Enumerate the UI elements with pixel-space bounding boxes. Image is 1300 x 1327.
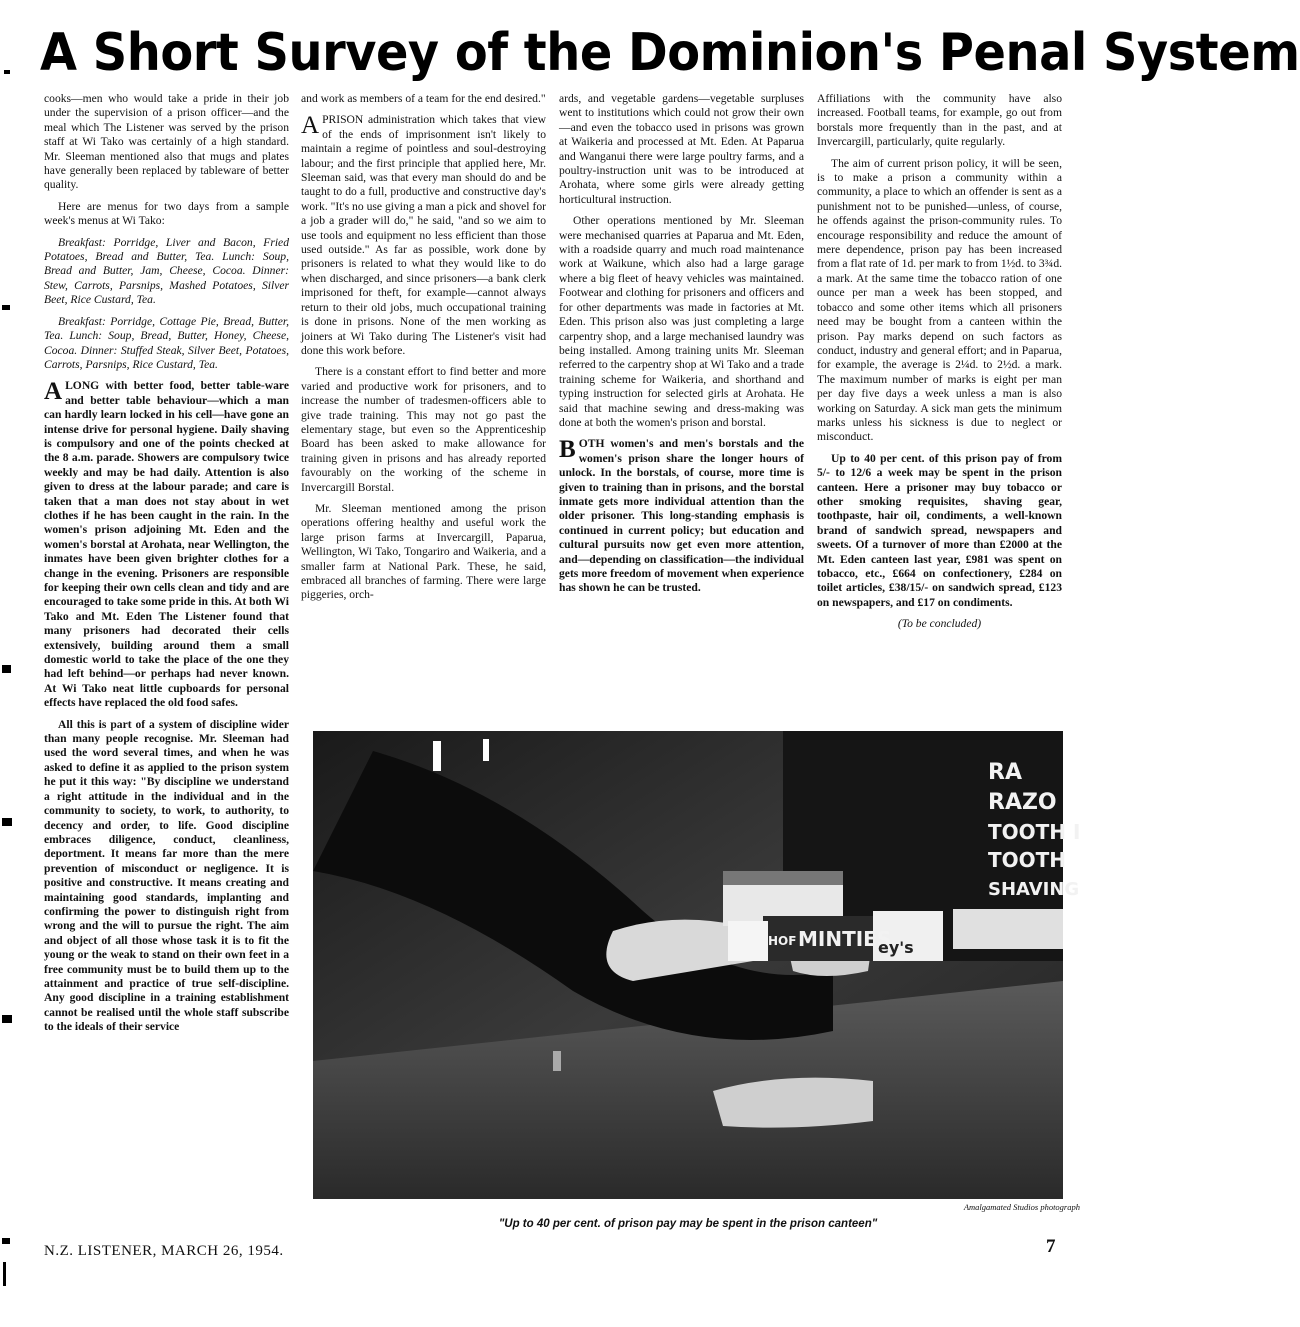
photo-sign-3: TOOTH I — [988, 820, 1081, 844]
photo-sign-2: RAZO — [988, 790, 1057, 815]
drop-cap: A — [301, 112, 320, 140]
paragraph: and work as members of a team for the end desired." — [301, 92, 546, 105]
scan-mark — [2, 665, 11, 673]
paragraph: Here are menus for two days from a sample week's menus at Wi Tako: — [44, 199, 289, 228]
canteen-photograph — [313, 731, 1081, 1199]
paragraph-text: PRISON administration which takes that view of the ends of imprisonment isn't likely to maintain a regime of pointless and soul-destroying labour; and the first principle that applied here, Mr. Sleeman said, was that every man should do and be taught to do a full, productive and constructive day's work. "It's no use giving a man a pick and shovel for a job a grader will do," he said, "and so we aim to use tools and equipment no less efficient than those used outside." As far as possible, work done by prisoners is related to what they would like to do when discharged, and since prisoners—a bank clerk imprisoned for theft, for example—cannot always return to their old jobs, much occupational training is done in prisons. None of the men working as joiners at Wi Tako during The Listener's visit had done this work before. — [301, 113, 546, 357]
scan-mark — [4, 70, 10, 74]
paragraph: Up to 40 per cent. of this prison pay of from 5/- to 12/6 a week may be spent in the prison canteen. Here a prisoner may buy tobacco or other smoking requisites, shaving gear, toothpaste, hair oil, condiments, a well-known brand of sandwich spread, newspapers and sweets. Of a turnover of more than £2000 at the Mt. Eden canteen last year, £981 was spent on tobacco, etc., £664 on confectionery, £284 on toilet articles, £38/15/- on sandwich spread, £123 on newspapers, and £17 on condiments. — [817, 451, 1062, 609]
paragraph — [559, 437, 804, 595]
photo-sign-4: TOOTH — [988, 848, 1067, 872]
drop-cap: B — [559, 436, 576, 464]
photo-pack-hof: HOF — [768, 934, 797, 948]
to-be-concluded: (To be concluded) — [897, 617, 982, 631]
scan-mark — [2, 1015, 12, 1023]
drop-cap: A — [44, 378, 63, 406]
scan-mark — [2, 1238, 10, 1244]
photo-pack-eys: ey's — [878, 938, 914, 957]
paragraph — [44, 379, 289, 710]
photo-sign-1: RA — [988, 760, 1022, 785]
paragraph: cooks—men who would take a pride in their job under the supervision of a prison officer—and the meal which The Listener was served by the prison staff at Wi Tako was certainly of a high standard. Mr. Sleeman mentioned also that mugs and plates have generally been replaced by tableware of better quality. — [44, 92, 289, 192]
photo-sign-5: SHAVING — [988, 879, 1080, 900]
menu-paragraph: Breakfast: Porridge, Cottage Pie, Bread, Butter, Tea. Lunch: Soup, Bread, Butter, Honey, Cheese, Cocoa. Dinner: Stuffed Steak, Silver Beet, Potatoes, Carrots, Parsnips, Rice Custard, Tea. — [44, 314, 289, 371]
article-column-4 — [817, 92, 1062, 717]
photo-caption: "Up to 40 per cent. of prison pay may be spent in the prison canteen" — [498, 1218, 878, 1230]
publication-footer: N.Z. LISTENER, MARCH 26, 1954. — [44, 1243, 284, 1259]
paragraph-text: LONG with better food, better table-ware and better table behaviour—which a man can hardly learn locked in his cell—have gone an intense drive for personal hygiene. Daily shaving is compulsory and one of the points checked at the 8 a.m. parade. Showers are compulsory twice weekly and may be had daily. Attention is also given to dress at the labour parade; and care is taken that a man does not stay about in wet clothes if he has been caught in the rain. In the women's prison adjoining Mt. Eden and the women's borstal at Arohata, near Wellington, the inmates have been given brighter clothes for a change in the evening. Prisoners are responsible for keeping their own cells clean and tidy and are encouraged to take some pride in this. At both Wi Tako and Mt. Eden The Listener found that many prisoners had decorated their cells extensively, building around them a small domestic world to take the place of the one they had left behind—or perhaps had never known. At Wi Tako neat little cupboards for personal effects have replaced the old food safes. — [44, 379, 289, 710]
page-headline: A Short Survey of the Dominion's Penal System — [40, 23, 1300, 83]
paragraph: Affiliations with the community have also increased. Football teams, for example, go out from borstals more frequently than in the past, and at Invercargill, particularly, quite regularly. — [817, 92, 1062, 149]
page-number: 7 — [1046, 1236, 1056, 1257]
paragraph — [301, 113, 546, 358]
article-column-2 — [301, 92, 546, 717]
menu-paragraph: Breakfast: Porridge, Liver and Bacon, Fried Potatoes, Bread and Butter, Tea. Lunch: Soup, Bread and Butter, Jam, Cheese, Cocoa. Dinner: Stew, Carrots, Parsnips, Mashed Potatoes, Silver Beet, Rice Custard, Tea. — [44, 235, 289, 307]
paragraph: Mr. Sleeman mentioned among the prison operations offering healthy and useful work the large prison farms at Invercargill, Paparua, Wellington, Wi Tako, Tongariro and Waikeria, and a smaller farm at National Park. These, he said, embraced all branches of farming. There were large piggeries, orch- — [301, 501, 546, 602]
scan-mark — [2, 305, 10, 310]
scan-mark — [2, 818, 12, 826]
paragraph: There is a constant effort to find better and more varied and productive work for prisoners, and to increase the number of tradesmen-officers able to give trade training. This may not go past the elementary stage, but even so the Apprenticeship Board has been asked to make allowance for training given in prisons and has already reported favourably on the working of the scheme in Invercargill Borstal. — [301, 365, 546, 494]
photo-credit: Amalgamated Studios photograph — [963, 1202, 1080, 1212]
paragraph: The aim of current prison policy, it will be seen, is to make a prison a community within a community, a place to which an offender is sent as a punishment not to be punished—unless, of course, he offends against the prison-community rules. To encourage responsibility and reduce the amount of mere dependence, prison pay has been increased from a flat rate of 1d. per mark to from 1½d. to 3¾d. a mark. At the same time the tobacco ration of one ounce per man a week has been stopped, and tobacco and some other items which all prisoners need may be bought from a canteen within the prison. Pay marks depend on such factors as conduct, industry and general effort; and in Paparua, for example, the average is 2¼d. to 2½d. a mark. The maximum number of marks is eight per man per day five days a week unless a man is also working on Saturday. A sick man gets the minimum marks unless his sickness is due to neglect or misconduct. — [817, 156, 1063, 444]
paragraph: All this is part of a system of discipline wider than many people recognise. Mr. Sleeman had used the word several times, and when he was asked to define it as applied to the prison system he put it this way: "By discipline we understand a right attitude in the individual and in the community to society, to work, to authority, to decency and order, to life. Good discipline embraces diligence, conduct, cleanliness, deportment. It means far more than the mere prevention of misconduct or negligence. It is positive and constructive. It means creating and maintaining good standards, implanting and confirming the power to distinguish right from wrong and the will to pursue the right. The aim and object of all those whose task it is to fit the young or the weak to stand on their own feet in a free community must be to build them up to the attainment and practice of true self-discipline. Any good discipline in a training establishment cannot be realised until the whole staff subscribe to the ideals of their service — [44, 717, 289, 1034]
article-column-1 — [44, 92, 289, 1237]
scan-mark — [3, 1262, 6, 1286]
article-column-3 — [559, 92, 804, 717]
photo-pack-minties: MINTIES — [798, 927, 892, 951]
paragraph: Other operations mentioned by Mr. Sleeman were mechanised quarries at Paparua and Mt. Eden, with a roadside quarry and much road maintenance work at Waikune, which also had a large garage where a big fleet of heavy vehicles was maintained. Footwear and clothing for prisoners and officers and for other departments was made in factories at Mt. Eden. This prison also was just completing a large carpentry shop, and a large mechanised laundry was being installed. Among training units Mr. Sleeman referred to the carpentry shop at Wi Tako and a trade training scheme for Waikeria, and shorthand and typing instruction for selected girls at Arohata. He said that machine sewing and dress-making was done at both the women's prison and borstal. — [559, 214, 804, 429]
paragraph: ards, and vegetable gardens—vegetable surpluses went to institutions which could not grow their own—and even the tobacco used in prisons was grown at Waikeria and processed at Mt. Eden. At Paparua and Wanganui there were large poultry farms, and a poultry-instruction unit was to be introduced at Arohata, where some girls were already getting horticultural instruction. — [559, 92, 804, 206]
paragraph-text: OTH women's and men's borstals and the women's prison share the longer hours of unlock. In the borstals, of course, more time is given to training than in prisons, and the borstal inmate gets more individual attention than the older prisoner. This long-standing emphasis is continued in current policy; but education and cultural pursuits now get even more attention, and—depending on classification—the individual gets more freedom of movement when experience has shown he can be trusted. — [559, 437, 804, 595]
